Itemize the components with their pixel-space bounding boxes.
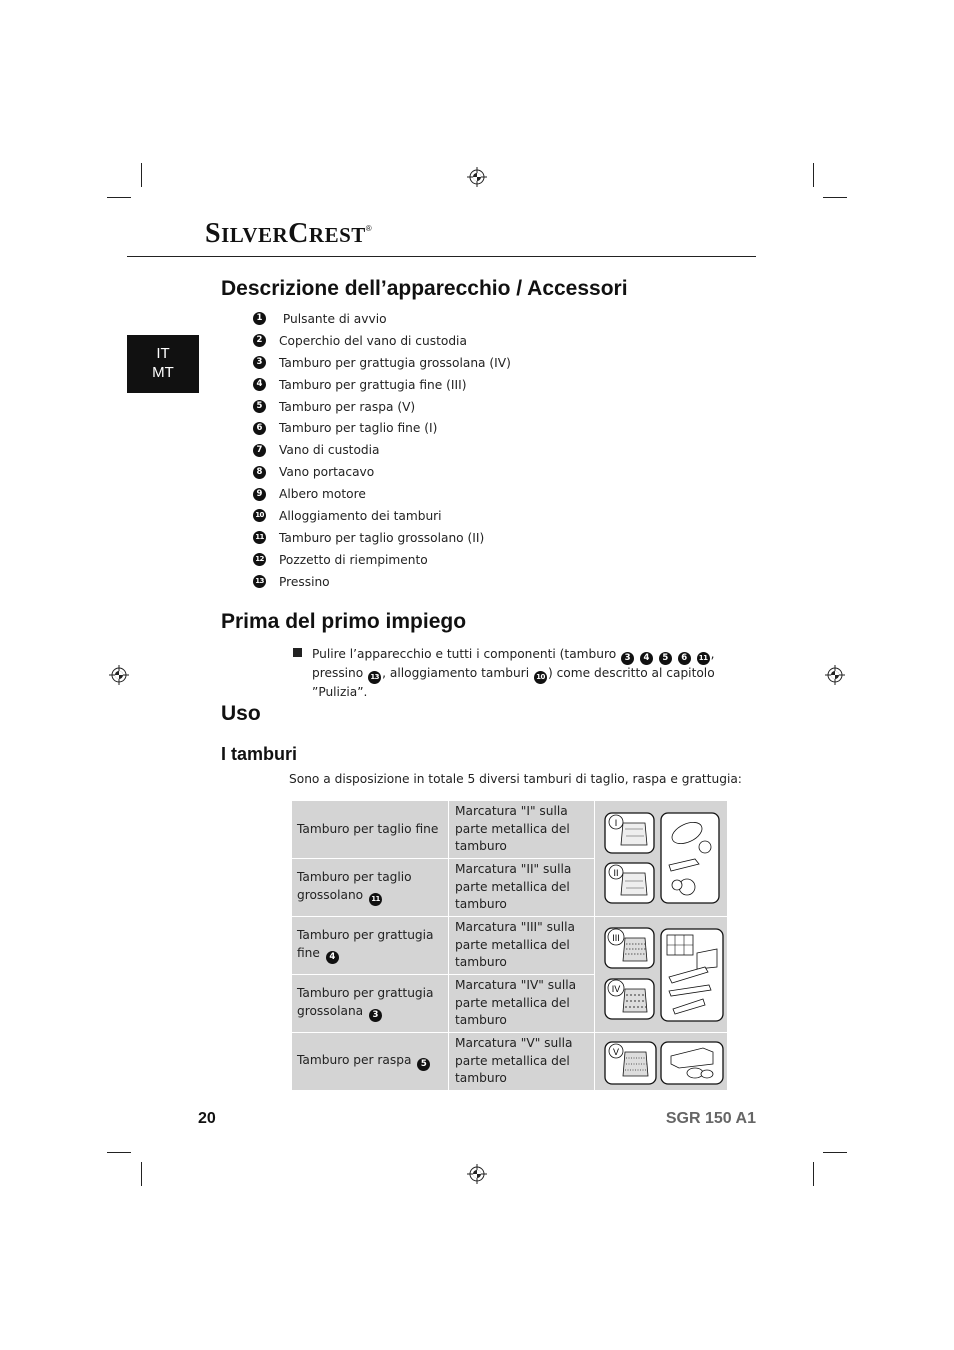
- roman-marker: I: [614, 818, 618, 828]
- drums-table: [291, 800, 728, 1091]
- model-number: SGR 150 A1: [665, 1110, 756, 1127]
- part-number-badge: 1: [253, 312, 266, 325]
- part-number-badge: 7: [253, 444, 266, 457]
- crop-mark: [823, 1152, 847, 1153]
- part-number-badge: 6: [253, 422, 266, 435]
- part-label: Tamburo per grattugia grossolana (IV): [279, 355, 511, 370]
- part-label: Alloggiamento dei tamburi: [279, 508, 442, 523]
- language-code: MT: [152, 364, 174, 381]
- grating-drums-illustration: [595, 917, 727, 1032]
- drums-intro: Sono a disposizione in totale 5 diversi tamburi di taglio, raspa e grattugia:: [289, 772, 742, 786]
- drum-marking-cell: Marcatura "III" sulla parte metallica del tamburo: [449, 917, 595, 975]
- language-tab: [127, 335, 199, 393]
- registration-mark-icon: [467, 167, 487, 187]
- drum-name-cell: Tamburo per grattugia grossolana 3: [292, 975, 449, 1033]
- language-code: IT: [156, 345, 170, 362]
- list-item: [253, 308, 511, 330]
- crop-mark: [107, 197, 131, 198]
- section-title-description: Descrizione dell’apparecchio / Accessori: [221, 277, 628, 300]
- part-label: Pulsante di avvio: [279, 311, 387, 326]
- roman-marker: IV: [611, 984, 621, 994]
- cutting-drums-illustration: [595, 801, 727, 916]
- ref-badge: 3: [621, 652, 634, 665]
- crop-mark: [823, 197, 847, 198]
- part-label: Tamburo per raspa (V): [279, 399, 416, 414]
- list-item: [253, 549, 511, 571]
- ref-badge: 4: [640, 652, 653, 665]
- first-use-paragraph: Pulire l’apparecchio e tutti i componenti (tamburo 3 4 5 6 11 , pressino 13 , alloggiamento tamburi 10 ) come descritto al capitolo ”Pulizia”.: [312, 647, 715, 699]
- rasping-drum-illustration: [595, 1034, 727, 1090]
- ref-badge: 10: [534, 671, 547, 684]
- part-number-badge: 10: [253, 509, 266, 522]
- list-item: [253, 571, 511, 593]
- part-number-badge: 4: [253, 378, 266, 391]
- section-title-use: Uso: [221, 702, 261, 725]
- list-item: [253, 527, 511, 549]
- drum-name-cell: Tamburo per taglio fine: [292, 801, 449, 859]
- crop-mark: [141, 1162, 142, 1186]
- registration-mark-icon: [467, 1164, 487, 1184]
- list-item: [253, 439, 511, 461]
- part-label: Coperchio del vano di custodia: [279, 333, 467, 348]
- roman-marker: III: [612, 933, 620, 943]
- drum-illustration-cell: [595, 801, 728, 917]
- crop-mark: [813, 163, 814, 187]
- roman-marker: II: [613, 868, 619, 878]
- ref-badge: 5: [417, 1058, 430, 1071]
- part-label: Tamburo per taglio fine (I): [279, 421, 438, 436]
- registration-mark-icon: [825, 665, 845, 685]
- list-item: [253, 396, 511, 418]
- roman-marker: V: [612, 1046, 620, 1057]
- registration-mark-icon: [109, 665, 129, 685]
- drum-name-cell: Tamburo per taglio grossolano 11: [292, 859, 449, 917]
- part-label: Tamburo per taglio grossolano (II): [279, 530, 485, 545]
- section-title-first-use: Prima del primo impiego: [221, 610, 467, 633]
- part-label: Vano di custodia: [279, 443, 380, 458]
- drum-name-cell: Tamburo per grattugia fine 4: [292, 917, 449, 975]
- list-item: [253, 374, 511, 396]
- header-rule: [127, 256, 756, 257]
- parts-list: [253, 308, 511, 593]
- table-row: [292, 1033, 728, 1091]
- drum-illustration-cell: [595, 1033, 728, 1091]
- part-label: Vano portacavo: [279, 465, 375, 480]
- ref-badge: 13: [368, 671, 381, 684]
- drum-name-cell: Tamburo per raspa 5: [292, 1033, 449, 1091]
- drum-illustration-cell: [595, 917, 728, 1033]
- list-item: [253, 483, 511, 505]
- ref-badge: 11: [369, 893, 382, 906]
- part-label: Tamburo per grattugia fine (III): [279, 377, 467, 392]
- crop-mark: [141, 163, 142, 187]
- part-number-badge: 11: [253, 531, 266, 544]
- list-item: [253, 417, 511, 439]
- ref-badge: 11: [697, 652, 710, 665]
- drum-marking-cell: Marcatura "II" sulla parte metallica del tamburo: [449, 859, 595, 917]
- section-title-drums: I tamburi: [221, 744, 298, 764]
- list-item: [253, 461, 511, 483]
- list-item: [253, 330, 511, 352]
- list-item: [253, 505, 511, 527]
- part-label: Pozzetto di riempimento: [279, 552, 428, 567]
- drum-marking-cell: Marcatura "V" sulla parte metallica del tamburo: [449, 1033, 595, 1091]
- part-number-badge: 9: [253, 488, 266, 501]
- list-item: [253, 352, 511, 374]
- crop-mark: [107, 1152, 131, 1153]
- part-number-badge: 12: [253, 553, 266, 566]
- page-number: 20: [198, 1110, 216, 1127]
- table-row: [292, 917, 728, 975]
- part-number-badge: 3: [253, 356, 266, 369]
- ref-badge: 6: [678, 652, 691, 665]
- part-number-badge: 13: [253, 575, 266, 588]
- ref-badge: 5: [659, 652, 672, 665]
- drum-marking-cell: Marcatura "I" sulla parte metallica del tamburo: [449, 801, 595, 859]
- bullet-square-icon: [293, 648, 302, 657]
- part-number-badge: 5: [253, 400, 266, 413]
- table-row: [292, 801, 728, 859]
- part-number-badge: 8: [253, 466, 266, 479]
- ref-badge: 4: [326, 951, 339, 964]
- part-label: Albero motore: [279, 487, 366, 502]
- ref-badge: 3: [369, 1009, 382, 1022]
- crop-mark: [813, 1162, 814, 1186]
- part-number-badge: 2: [253, 334, 266, 347]
- part-label: Pressino: [279, 574, 330, 589]
- drum-marking-cell: Marcatura "IV" sulla parte metallica del tamburo: [449, 975, 595, 1033]
- brand-logo: SILVERCREST®: [205, 218, 373, 249]
